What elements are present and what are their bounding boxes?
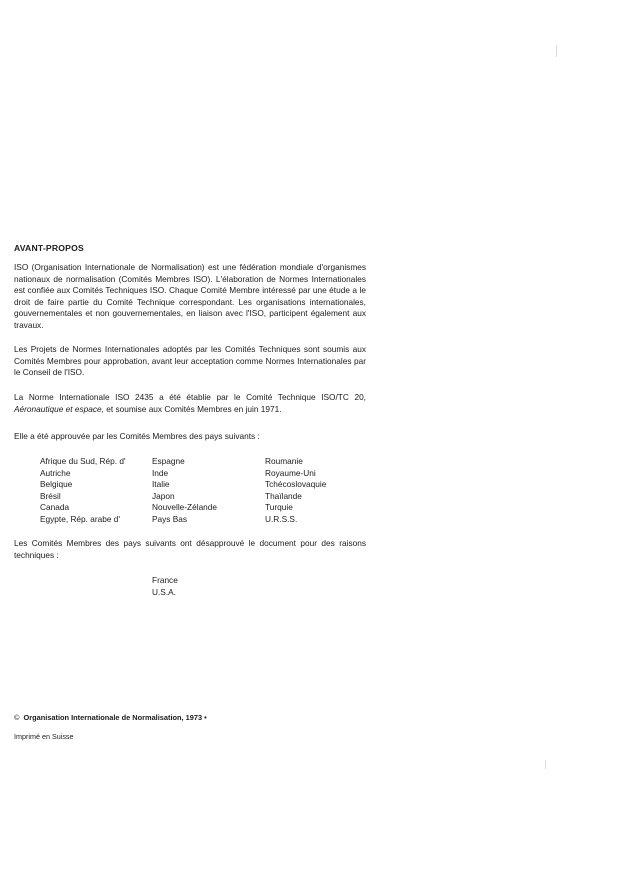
paragraph-standard-origin	[14, 392, 366, 415]
country-item: Nouvelle-Zélande	[152, 502, 218, 513]
country-item: France	[152, 575, 178, 585]
country-item: Canada	[40, 502, 70, 513]
copyright-text: Organisation Internationale de Normalisation, 1973 •	[23, 713, 207, 722]
scan-speck	[556, 45, 557, 57]
country-item: Italie	[152, 479, 170, 490]
country-item: Egypte, Rép. arabe d'	[40, 513, 120, 524]
country-item: Brésil	[40, 490, 61, 501]
committee-title: Aéronautique et espace,	[14, 403, 104, 414]
approving-countries-column-2	[152, 456, 217, 526]
section-heading: AVANT-PROPOS	[14, 243, 84, 253]
scan-speck	[545, 760, 546, 769]
approving-countries-column-3	[265, 456, 326, 526]
country-item: Japon	[152, 490, 175, 501]
copyright-line	[14, 713, 207, 722]
country-item: Belgique	[40, 479, 73, 490]
imprint-line: Imprimé en Suisse	[14, 732, 74, 741]
country-item: Thaïlande	[265, 490, 302, 501]
paragraph-disapproval-intro: Les Comités Membres des pays suivants ont désapprouvé le document pour des raisons techniques :	[14, 538, 366, 560]
country-item: Turquie	[265, 502, 293, 513]
country-item: Espagne	[152, 456, 185, 466]
disapproving-countries-list	[152, 575, 178, 598]
approving-countries-column-1	[40, 456, 126, 526]
country-item: Afrique du Sud, Rép. d'	[40, 456, 126, 466]
country-item: Royaume-Uni	[265, 467, 316, 478]
paragraph-draft-standards: Les Projets de Normes Internationales adoptés par les Comités Techniques sont soumis aux Comités Membres pour approbation, avant leur acceptation comme Normes Internationales par le Conseil de l'ISO.	[14, 344, 366, 378]
country-item: Pays Bas	[152, 513, 188, 524]
country-item: Inde	[152, 467, 169, 478]
paragraph-standard-origin-start: La Norme Internationale ISO 2435 a été établie par le Comité Technique ISO/TC 20,	[14, 392, 366, 402]
country-item: U.R.S.S.	[265, 513, 298, 524]
country-item: Roumanie	[265, 456, 303, 466]
country-item: Autriche	[40, 467, 71, 478]
copyright-symbol: ©	[14, 713, 20, 722]
country-item: Tchécoslovaquie	[265, 479, 327, 490]
paragraph-iso-description: ISO (Organisation Internationale de Normalisation) est une fédération mondiale d'organismes nationaux de normalisation (Comités Membres ISO). L'élaboration de Normes Internationales est confiée aux Comités Techniques ISO. Chaque Comité Membre intéressé par une étude a le droit de faire partie du Comité Technique correspondant. Les organisations internationales, gouvernementales et non gouvernementales, en liaison avec l'ISO, participent également aux travaux.	[14, 262, 366, 330]
paragraph-standard-origin-end: et soumise aux Comités Membres en juin 1971.	[106, 403, 282, 414]
paragraph-approval-intro: Elle a été approuvée par les Comités Membres des pays suivants :	[14, 431, 260, 441]
country-item: U.S.A.	[152, 586, 176, 597]
